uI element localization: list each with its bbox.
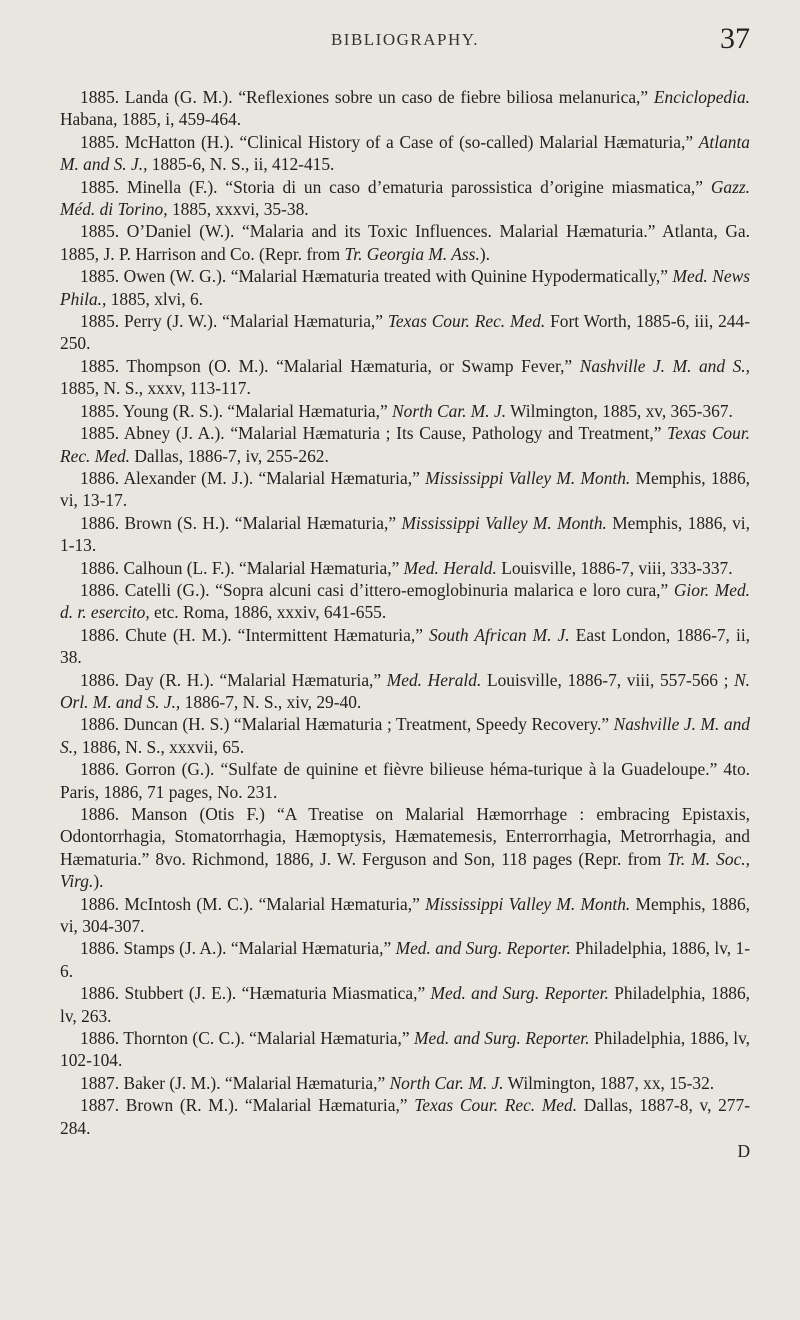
entry-text: 1885. Abney (J. A.). “Malarial Hæmaturia ; Its Cause, Pathology and Treatment,” bbox=[80, 423, 668, 444]
bibliography-entry bbox=[60, 512, 750, 557]
journal-title: North Car. M. J. bbox=[392, 400, 507, 421]
entry-text: 1886. Brown (S. H.). “Malarial Hæmaturia,” bbox=[80, 512, 402, 533]
entry-citation: Memphis, 1886, vi, 1-13. bbox=[60, 512, 750, 556]
entry-citation: Memphis, 1886, vi, 13-17. bbox=[60, 467, 750, 511]
entry-citation: ). bbox=[479, 243, 490, 264]
journal-title: Gazz. Méd. di Torino, bbox=[60, 176, 750, 220]
entry-text: 1886. Stamps (J. A.). “Malarial Hæmaturia,” bbox=[80, 938, 396, 959]
bibliography-entry bbox=[60, 893, 750, 938]
bibliography-entry bbox=[60, 937, 750, 982]
entry-text: 1885. O’Daniel (W.). “Malaria and its Toxic Influences. Malarial Hæmaturia.” Atlanta, Ga. 1885, J. P. Harrison and Co. (Repr. from bbox=[60, 221, 750, 264]
entry-citation: East London, 1886-7, ii, 38. bbox=[60, 624, 751, 668]
bibliography-entry bbox=[60, 669, 750, 714]
bibliography-entry bbox=[60, 422, 750, 467]
bibliography-entry bbox=[60, 1072, 750, 1094]
entry-text: 1886. Gorron (G.). “Sulfate de quinine et fièvre bilieuse héma-turique à la Guadeloupe.” 4to. Paris, 1886, 71 pages, No. 231. bbox=[60, 759, 750, 802]
entry-text: 1885. McHatton (H.). “Clinical History of a Case of (so-called) Malarial Hæmaturia,” bbox=[80, 131, 699, 152]
journal-title: South African M. J. bbox=[429, 624, 570, 645]
journal-title: Med. Herald. bbox=[403, 557, 497, 578]
entry-text: 1885. Landa (G. M.). “Reflexiones sobre un caso de fiebre biliosa melanurica,” bbox=[80, 87, 654, 107]
journal-title: Texas Cour. Rec. Med. bbox=[387, 311, 546, 332]
entry-citation: Dallas, 1887-8, v, 277-284. bbox=[60, 1095, 750, 1138]
bibliography-entry bbox=[60, 1094, 750, 1139]
entry-text: 1886. Duncan (H. S.) “Malarial Hæmaturia ; Treatment, Speedy Recovery.” bbox=[80, 714, 614, 735]
entry-citation: etc. Roma, 1886, xxxiv, 641-655. bbox=[149, 602, 387, 623]
journal-title: Med. Herald. bbox=[386, 669, 482, 690]
running-head: BIBLIOGRAPHY. bbox=[330, 30, 480, 49]
entry-citation: Louisville, 1886-7, viii, 333-337. bbox=[496, 557, 733, 578]
entry-citation: 1885, N. S., xxxv, 113-117. bbox=[60, 378, 251, 399]
entry-text: 1885. Minella (F.). “Storia di un caso d’ematuria parossistica d’origine miasmatica,” bbox=[80, 176, 711, 197]
entry-text: 1886. Stubbert (J. E.). “Hæmaturia Miasmatica,” bbox=[80, 983, 431, 1004]
bibliography-entry bbox=[60, 86, 750, 131]
bibliography-entry bbox=[60, 624, 750, 669]
entry-text: 1886. Thornton (C. C.). “Malarial Hæmaturia,” bbox=[80, 1028, 415, 1049]
entry-citation: ). bbox=[93, 871, 104, 892]
entry-text: 1887. Brown (R. M.). “Malarial Hæmaturia,” bbox=[80, 1095, 415, 1116]
entry-text: 1886. Calhoun (L. F.). “Malarial Hæmaturia,” bbox=[80, 557, 404, 578]
entry-text: 1885. Perry (J. W.). “Malarial Hæmaturia,” bbox=[80, 311, 388, 332]
page-number: 37 bbox=[720, 22, 750, 55]
bibliography-entry bbox=[60, 1027, 750, 1072]
bibliography-entries bbox=[60, 86, 750, 1139]
bibliography-entry bbox=[60, 355, 750, 400]
entry-citation: 1885, xxxvi, 35-38. bbox=[167, 199, 309, 220]
journal-title: Gior. Med. d. r. esercito, bbox=[60, 579, 750, 623]
signature-mark: D bbox=[737, 1141, 750, 1162]
entry-text: 1885. Owen (W. G.). “Malarial Hæmaturia treated with Quinine Hypodermatically,” bbox=[80, 266, 673, 287]
journal-title: Texas Cour. Rec. Med. bbox=[60, 423, 751, 466]
journal-title: Med. and Surg. Reporter. bbox=[430, 983, 609, 1004]
entry-citation: 1886-7, N. S., xiv, 29-40. bbox=[180, 691, 362, 712]
entry-citation: Louisville, 1886-7, viii, 557-566 ; bbox=[481, 669, 735, 690]
entry-citation: Philadelphia, 1886, lv, 263. bbox=[60, 983, 751, 1026]
bibliography-entry bbox=[60, 265, 750, 310]
entry-text: 1887. Baker (J. M.). “Malarial Hæmaturia,” bbox=[80, 1072, 390, 1093]
entry-citation: 1886, N. S., xxxvii, 65. bbox=[77, 736, 245, 757]
bibliography-entry bbox=[60, 131, 750, 176]
journal-title: Med. News Phila., bbox=[60, 266, 750, 309]
entry-citation: 1885-6, N. S., ii, 412-415. bbox=[147, 154, 335, 175]
entry-citation: Dallas, 1886-7, iv, 255-262. bbox=[130, 445, 329, 466]
journal-title: Enciclopedia. bbox=[653, 87, 750, 107]
journal-title: N. Orl. M. and S. J., bbox=[60, 669, 751, 712]
journal-title: Atlanta M. and S. J., bbox=[60, 131, 750, 175]
journal-title: Nashville J. M. and S., bbox=[60, 714, 750, 757]
journal-title: Mississippi Valley M. Month. bbox=[425, 467, 631, 488]
bibliography-entry bbox=[60, 803, 750, 893]
page-header bbox=[60, 22, 750, 62]
bibliography-entry bbox=[60, 310, 750, 355]
bibliography-entry bbox=[60, 176, 750, 221]
entry-text: 1886. Catelli (G.). “Sopra alcuni casi d’ittero-emoglobinuria malarica e loro cura,” bbox=[80, 579, 674, 600]
bibliography-entry bbox=[60, 220, 750, 265]
bibliography-entry bbox=[60, 758, 750, 803]
entry-citation: Habana, 1885, i, 459-464. bbox=[60, 109, 242, 130]
journal-title: Mississippi Valley M. Month. bbox=[425, 893, 631, 914]
entry-text: 1886. Alexander (M. J.). “Malarial Hæmaturia,” bbox=[80, 467, 426, 488]
entry-citation: 1885, xlvi, 6. bbox=[106, 288, 203, 309]
entry-citation: Wilmington, 1887, xx, 15-32. bbox=[503, 1072, 715, 1093]
entry-text: 1886. Chute (H. M.). “Intermittent Hæmaturia,” bbox=[80, 624, 429, 645]
entry-text: 1885. Thompson (O. M.). “Malarial Hæmaturia, or Swamp Fever,” bbox=[80, 355, 580, 376]
journal-title: Tr. Georgia M. Ass. bbox=[344, 243, 480, 264]
entry-text: 1886. Day (R. H.). “Malarial Hæmaturia,” bbox=[80, 669, 387, 690]
bibliography-entry bbox=[60, 579, 750, 624]
entry-citation: Philadelphia, 1886, lv, 1-6. bbox=[60, 938, 750, 981]
entry-citation: Philadelphia, 1886, lv, 102-104. bbox=[60, 1028, 751, 1071]
journal-title: North Car. M. J. bbox=[389, 1072, 504, 1093]
journal-title: Texas Cour. Rec. Med. bbox=[414, 1095, 578, 1116]
bibliography-entry bbox=[60, 713, 750, 758]
bibliography-entry bbox=[60, 557, 750, 579]
journal-title: Med. and Surg. Reporter. bbox=[395, 938, 571, 959]
bibliography-entry bbox=[60, 982, 750, 1027]
entry-text: 1885. Young (R. S.). “Malarial Hæmaturia,” bbox=[80, 400, 393, 421]
entry-text: 1886. McIntosh (M. C.). “Malarial Hæmaturia,” bbox=[80, 893, 426, 914]
journal-title: Nashville J. M. and S., bbox=[579, 355, 750, 376]
journal-title: Tr. M. Soc., Virg. bbox=[60, 848, 750, 892]
entry-citation: Wilmington, 1885, xv, 365-367. bbox=[506, 400, 733, 421]
entry-citation: Fort Worth, 1885-6, iii, 244-250. bbox=[60, 311, 750, 354]
journal-title: Mississippi Valley M. Month. bbox=[401, 512, 607, 533]
bibliography-entry bbox=[60, 400, 750, 422]
journal-title: Med. and Surg. Reporter. bbox=[414, 1028, 590, 1049]
entry-text: 1886. Manson (Otis F.) “A Treatise on Malarial Hæmorrhage : embracing Epistaxis, Odontorrhagia, Stomatorrhagia, Hæmoptysis, Hæmatemesis, Enterrorrhagia, Metrorrhagia, and Hæmaturia.” 8vo. Richmond, 1886, J. W. Ferguson and Son, 118 pages (Repr. from bbox=[60, 804, 750, 869]
entry-citation: Memphis, 1886, vi, 304-307. bbox=[60, 893, 751, 937]
bibliography-entry bbox=[60, 467, 750, 512]
